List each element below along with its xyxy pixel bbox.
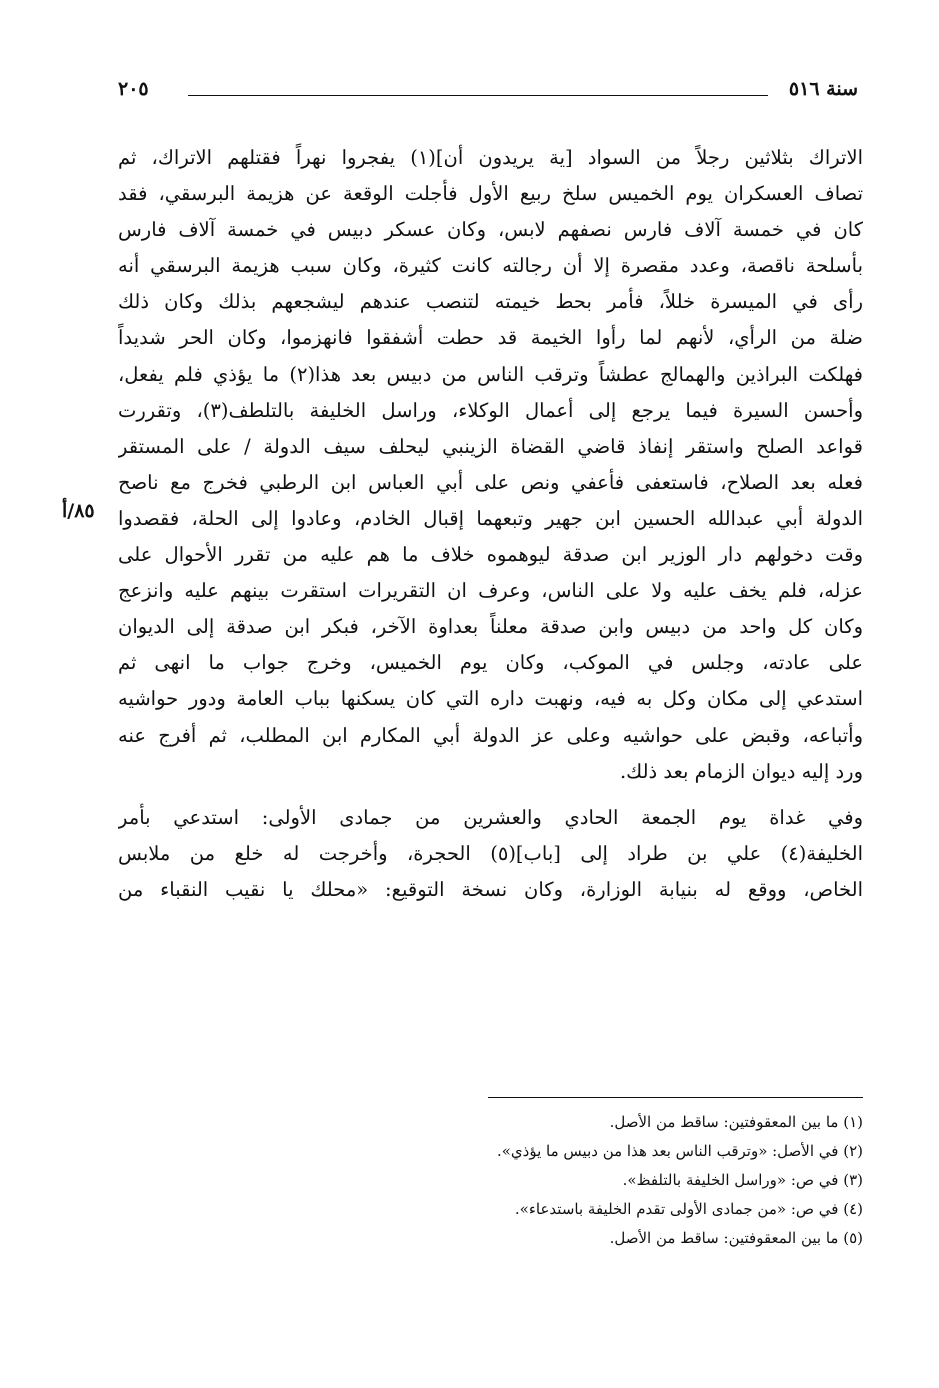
text-line: ضلة من الرأي، لأنهم لما رأوا الخيمة قد حطت أشفقوا فانهزموا، وكان الحر شديداً bbox=[118, 326, 863, 350]
text-line: الدولة أبي عبدالله الحسين ابن جهير وتبعهما إقبال الخادم، وعادوا إلى الحلة، فقصدوا bbox=[118, 506, 863, 530]
text-line: رأى في الميسرة خللاً، فأمر بحط خيمته لتنصب عندهم ليشجعهم بذلك وكان ذلك bbox=[118, 290, 863, 314]
footnote: (٣) في ص: «وراسل الخليفة بالتلفظ». bbox=[622, 1171, 863, 1189]
text-line: وفي غداة يوم الجمعة الحادي والعشرين من جمادى الأولى: استدعي بأمر bbox=[118, 805, 863, 829]
running-header bbox=[118, 78, 858, 110]
footnote: (١) ما بين المعقوفتين: ساقط من الأصل. bbox=[609, 1113, 863, 1131]
main-text bbox=[118, 140, 863, 908]
footnote-rule bbox=[488, 1097, 863, 1098]
text-line: عزله، فلم يخف عليه ولا على الناس، وعرف ان التقريرات استقرت بينهم عليه وانزعج bbox=[118, 579, 863, 603]
text-line: وأتباعه، وقبض على حواشيه وعلى عز الدولة أبي المكارم ابن المطلب، ثم أفرج عنه bbox=[118, 723, 863, 747]
page-number: ٢٠٥ bbox=[118, 78, 149, 100]
text-line: الخاص، ووقع له بنيابة الوزارة، وكان نسخة التوقيع: «محلك يا نقيب النقباء من bbox=[118, 877, 863, 901]
text-line: ورد إليه ديوان الزمام بعد ذلك. bbox=[619, 759, 863, 783]
text-line: وأحسن السيرة فيما يرجع إلى أعمال الوكلاء، وراسل الخليفة بالتلطف(٣)، وتقررت bbox=[118, 398, 863, 422]
text-line: فهلكت البراذين والهمالج عطشاً وترقب الناس من دبيس بعد هذا(٢) ما يؤذي فلم يفعل، bbox=[118, 362, 863, 386]
text-line: الخليفة(٤) علي بن طراد إلى [باب](٥) الحجرة، وأخرجت له خلع من ملابس bbox=[118, 841, 863, 865]
paragraph-gap bbox=[118, 790, 863, 800]
footnote: (٤) في ص: «من جمادى الأولى تقدم الخليفة باستدعاء». bbox=[514, 1200, 863, 1218]
footnotes bbox=[118, 1108, 863, 1253]
text-line: كان في خمسة آلاف فارس نصفهم لابس، وكان عسكر دبيس في خمسة آلاف فارس bbox=[118, 218, 863, 242]
footnote: (٢) في الأصل: «وترقب الناس بعد هذا من دبيس ما يؤذي». bbox=[496, 1142, 863, 1160]
header-year: سنة ٥١٦ bbox=[788, 78, 858, 100]
footnote: (٥) ما بين المعقوفتين: ساقط من الأصل. bbox=[609, 1229, 863, 1247]
text-line: تصاف العسكران يوم الخميس سلخ ربيع الأول فأجلت الوقعة عن هزيمة البرسقي، فقد bbox=[118, 182, 863, 206]
text-line: قواعد الصلح واستقر إنفاذ قاضي القضاة الزينبي ليحلف سيف الدولة / على المستقر bbox=[118, 434, 863, 458]
header-rule bbox=[188, 95, 768, 96]
text-line: الاتراك بثلاثين رجلاً من السواد [ية يريدون أن](١) يفجروا نهراً فقتلهم الاتراك، ثم bbox=[118, 146, 863, 169]
manuscript-folio-note: ٨٥/أ bbox=[62, 500, 95, 522]
text-line: فعله بعد الصلاح، فاستعفى فأعفي ونص على أبي العباس ابن الرطبي فخرج مع ناصح bbox=[118, 470, 863, 494]
text-line: على عادته، وجلس في الموكب، وكان يوم الخميس، وخرج جواب ما انهى ثم bbox=[118, 651, 863, 675]
text-line: بأسلحة ناقصة، وعدد مقصرة إلا أن رجالته كانت كثيرة، وكان سبب هزيمة البرسقي أنه bbox=[118, 254, 863, 278]
text-line: وقت دخولهم دار الوزير ابن صدقة ليوهموه خلاف ما هم عليه من تقرر الأحوال على bbox=[118, 543, 863, 567]
text-line: استدعي إلى مكان وكل به فيه، ونهبت داره التي كان يسكنها بباب العامة ودور حواشيه bbox=[118, 687, 863, 711]
text-line: وكان كل واحد من دبيس وابن صدقة معلناً بعداوة الآخر، فبكر ابن صدقة إلى الديوان bbox=[118, 615, 863, 639]
